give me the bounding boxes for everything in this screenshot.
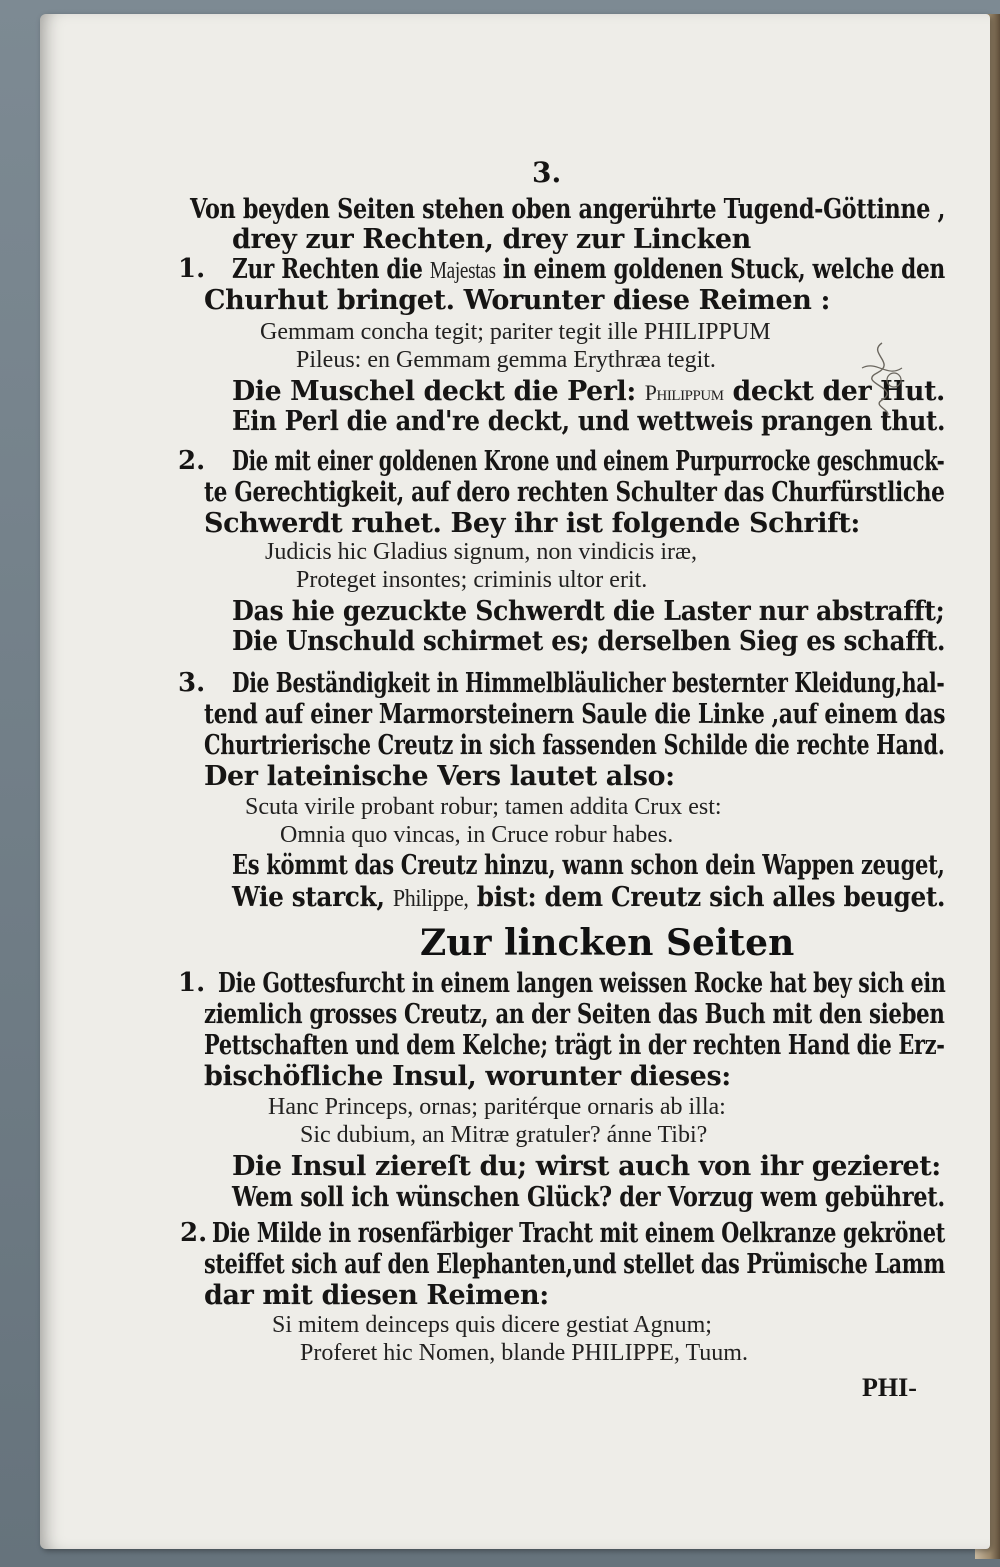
paragraph-line: Der lateinische Vers lautet also: <box>204 761 675 792</box>
paragraph-line: Die Milde in rosenfärbiger Tracht mit einem Oelkranze gekrönet <box>212 1218 945 1249</box>
latin-name: Philippum <box>644 380 724 405</box>
paragraph-line: Die Beständigkeit in Himmelbläulicher besternter Kleidung,hal- <box>232 668 945 699</box>
paragraph-line: ziemlich grosses Creutz, an der Seiten das Buch mit den sieben <box>204 999 945 1030</box>
paragraph-line: Churtrierische Creutz in sich fassenden Schilde die rechte Hand. <box>204 730 945 761</box>
paragraph-line: Schwerdt ruhet. Bey ihr ist folgende Schrift: <box>204 508 860 539</box>
paragraph-line: bischöfliche Insul, worunter dieses: <box>204 1061 731 1092</box>
latin-verse-line: Gemmam concha tegit; pariter tegit ille PHILIPPUM <box>260 319 771 345</box>
german-verse-line: Es kömmt das Creutz hinzu, wann schon dein Wappen zeuget, <box>232 850 945 881</box>
paragraph-line: te Gerechtigkeit, auf dero rechten Schulter das Churfürstliche <box>204 477 945 508</box>
latin-word: Majestas <box>429 258 496 284</box>
text-span: Die Muschel deckt die Perl: <box>232 376 645 407</box>
page-number: 3. <box>532 156 562 189</box>
latin-verse-line: Hanc Princeps, ornas; paritérque ornaris ab illa: <box>268 1094 726 1120</box>
paragraph-line: tend auf einer Marmorsteinern Saule die Linke ,auf einem das <box>204 699 946 730</box>
item-number: 2. <box>180 1218 208 1248</box>
paragraph-line: Churhut bringet. Worunter diese Reimen : <box>204 285 831 316</box>
text-span: Zur Rechten die <box>232 254 430 285</box>
item-number: 1. <box>178 254 206 284</box>
latin-verse-line: Pileus: en Gemmam gemma Erythræa tegit. <box>296 347 716 373</box>
intro-line-2: drey zur Rechten, drey zur Lincken <box>232 224 751 255</box>
item-number: 1. <box>178 968 206 998</box>
paragraph-line <box>232 256 945 283</box>
section-heading: Zur lincken Seiten <box>420 922 795 964</box>
german-verse-line: Die Insul ziereſt du; wirst auch von ihr gezieret: <box>232 1151 941 1182</box>
paragraph-line: Die Gottesfurcht in einem langen weissen Rocke hat bey sich ein <box>218 968 946 999</box>
paragraph-line: dar mit diesen Reimen: <box>204 1280 549 1311</box>
german-verse-line: Wem soll ich wünschen Glück? der Vorzug wem gebühret. <box>232 1182 945 1213</box>
latin-verse-line: Sic dubium, an Mitræ gratuler? ánne Tibi? <box>300 1122 708 1148</box>
text-span: Wie starck, <box>232 882 393 913</box>
german-verse-line: Ein Perl die and're deckt, und wettweis prangen thut. <box>232 406 946 437</box>
latin-verse-line: Scuta virile probant robur; tamen addita Crux est: <box>245 794 722 820</box>
latin-verse-line: Si mitem deinceps quis dicere gestiat Agnum; <box>272 1312 712 1338</box>
text-span: in einem goldenen Stuck, welche den <box>495 254 945 285</box>
intro-line-1: Von beyden Seiten stehen oben angerührte Tugend-Göttinne , <box>190 194 946 225</box>
latin-name: Philippe, <box>392 886 469 912</box>
german-verse-line: Die Unschuld schirmet es; derselben Sieg es schafft. <box>232 626 946 657</box>
latin-verse-line: Proferet hic Nomen, blande PHILIPPE, Tuum. <box>300 1340 748 1366</box>
latin-verse-line: Proteget insontes; criminis ultor erit. <box>296 567 648 593</box>
paragraph-line: Pettschaften und dem Kelche; trägt in der rechten Hand die Erz- <box>204 1030 945 1061</box>
marginal-doodle <box>852 338 912 418</box>
latin-verse-line: Omnia quo vincas, in Cruce robur habes. <box>280 822 674 848</box>
paragraph-line: Die mit einer goldenen Krone und einem Purpurrocke geschmuck- <box>232 446 945 477</box>
item-number: 3. <box>178 668 206 698</box>
catchword: PHI- <box>862 1373 917 1402</box>
latin-verse-line: Judicis hic Gladius signum, non vindicis iræ, <box>265 539 697 565</box>
item-number: 2. <box>178 446 206 476</box>
paragraph-line: steiffet sich auf den Elephanten,und stellet das Prümische Lamm <box>204 1249 945 1280</box>
german-verse-line: Das hie gezuckte Schwerdt die Laster nur abstrafft; <box>232 596 945 627</box>
text-span: deckt der Hut. <box>723 376 945 407</box>
german-verse-line <box>232 378 945 405</box>
german-verse-line <box>232 884 945 911</box>
text-span: bist: dem Creutz sich alles beuget. <box>468 882 946 913</box>
